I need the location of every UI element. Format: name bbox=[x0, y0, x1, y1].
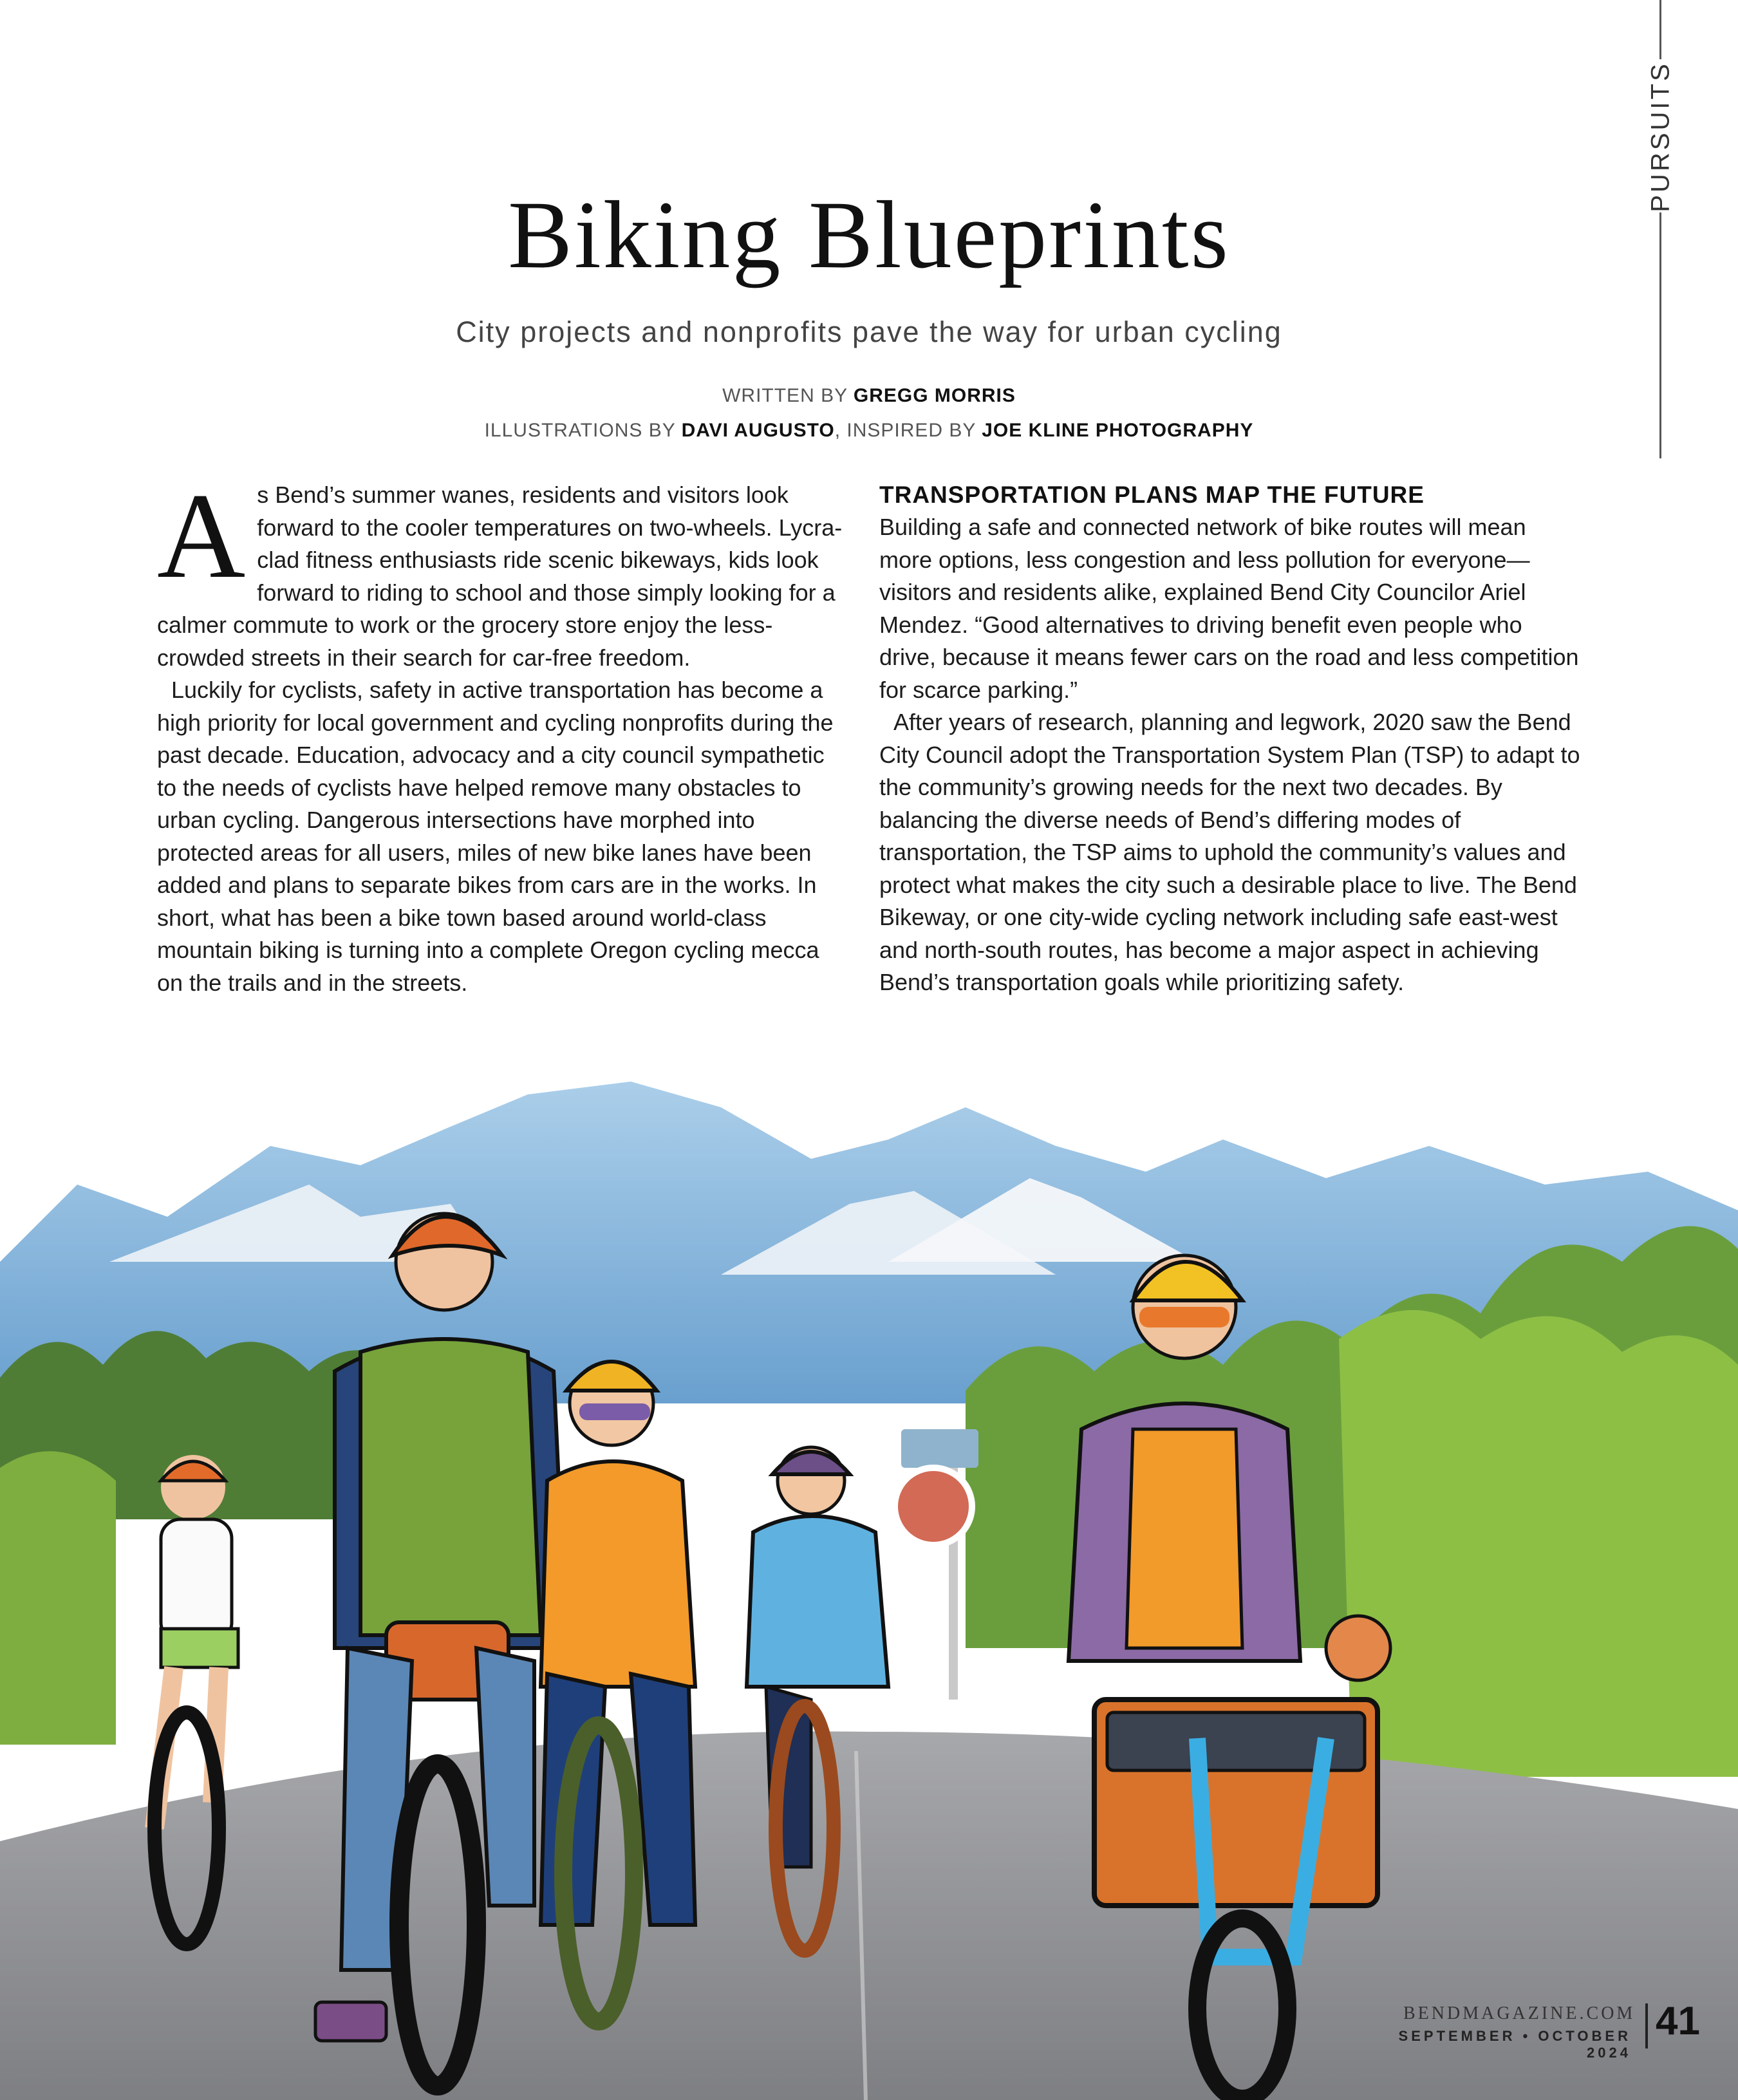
folio-issue-date: SEPTEMBER • OCTOBER 2024 bbox=[1398, 2028, 1631, 2061]
drop-cap: A bbox=[157, 469, 246, 604]
cyclists-illustration bbox=[0, 1069, 1738, 2100]
byline-photographer: JOE KLINE PHOTOGRAPHY bbox=[982, 420, 1254, 441]
paragraph-intro-text: s Bend’s summer wanes, residents and visitors look forward to the cooler temperatures on two-wheels. Lycra-clad fitness enthusiasts ride scenic bikeways, kids look forward to riding to school and those simply looking for a calmer commute to work or the grocery store enjoy the less-crowded streets in their search for car-free freedom. bbox=[157, 482, 843, 671]
folio-divider bbox=[1645, 2003, 1648, 2048]
byline-illustrator: DAVI AUGUSTO bbox=[681, 420, 835, 441]
paragraph: Building a safe and connected network of bike routes will mean more options, less congestion and less pollution for everyone—visitors and residents alike, explained Bend City Councilor Ariel Mendez. “Good alternatives to driving benefit even people who drive, because it means fewer cars on the road and less competition for scarce parking.” bbox=[879, 514, 1579, 703]
article-deck: City projects and nonprofits pave the way for urban cycling bbox=[456, 315, 1282, 348]
paragraph: Luckily for cyclists, safety in active transportation has become a high priority for local government and cycling nonprofits during the past decade. Education, advocacy and a city council sympathetic to the needs of cyclists have helped remove many obstacles to urban cycling. Dangerous intersections have morphed into protected areas for all users, miles of new bike lanes have been added and plans to separate bikes from cars are in the works. In short, what has been a bike town based around world-class mountain biking is turning into a complete Oregon cycling mecca on the trails and in the streets. bbox=[157, 677, 834, 996]
byline-illustrations-prefix: ILLUSTRATIONS BY bbox=[484, 420, 682, 441]
tree-foliage-left bbox=[0, 1451, 116, 1745]
stop-sign bbox=[895, 1468, 972, 1545]
article-title: Biking Blueprints bbox=[508, 182, 1230, 288]
section-label: PURSUITS bbox=[1646, 61, 1675, 212]
paragraph: After years of research, planning and legwork, 2020 saw the Bend City Council adopt the Transportation System Plan (TSP) to adapt to the community’s growing needs for the next two decades. By balancing the diverse needs of Bend’s differing modes of transportation, the TSP aims to uphold the community’s values and protect what makes the city such a desirable place to live. The Bend Bikeway, or one city-wide cycling network including safe east-west and north-south routes, has become a major aspect in achieving Bend’s transportation goals while prioritizing safety. bbox=[879, 709, 1580, 995]
tree-foliage-right bbox=[1339, 1310, 1738, 1777]
street-sign bbox=[901, 1429, 978, 1468]
body-column-left bbox=[157, 469, 846, 999]
byline-author: GREGG MORRIS bbox=[853, 385, 1016, 406]
byline-inspired-prefix: , INSPIRED BY bbox=[834, 420, 982, 441]
folio-site: BENDMAGAZINE.COM bbox=[1403, 2003, 1636, 2023]
section-rule-top bbox=[1659, 0, 1661, 59]
paragraph-intro bbox=[157, 469, 846, 674]
byline-illustrations bbox=[0, 420, 1738, 442]
body-column-right bbox=[879, 479, 1581, 999]
page-number: 41 bbox=[1656, 1999, 1700, 2043]
byline-writer bbox=[0, 385, 1738, 407]
section-subhead: TRANSPORTATION PLANS MAP THE FUTURE bbox=[879, 482, 1425, 508]
byline-written-prefix: WRITTEN BY bbox=[722, 385, 854, 406]
section-tab bbox=[1622, 61, 1699, 212]
